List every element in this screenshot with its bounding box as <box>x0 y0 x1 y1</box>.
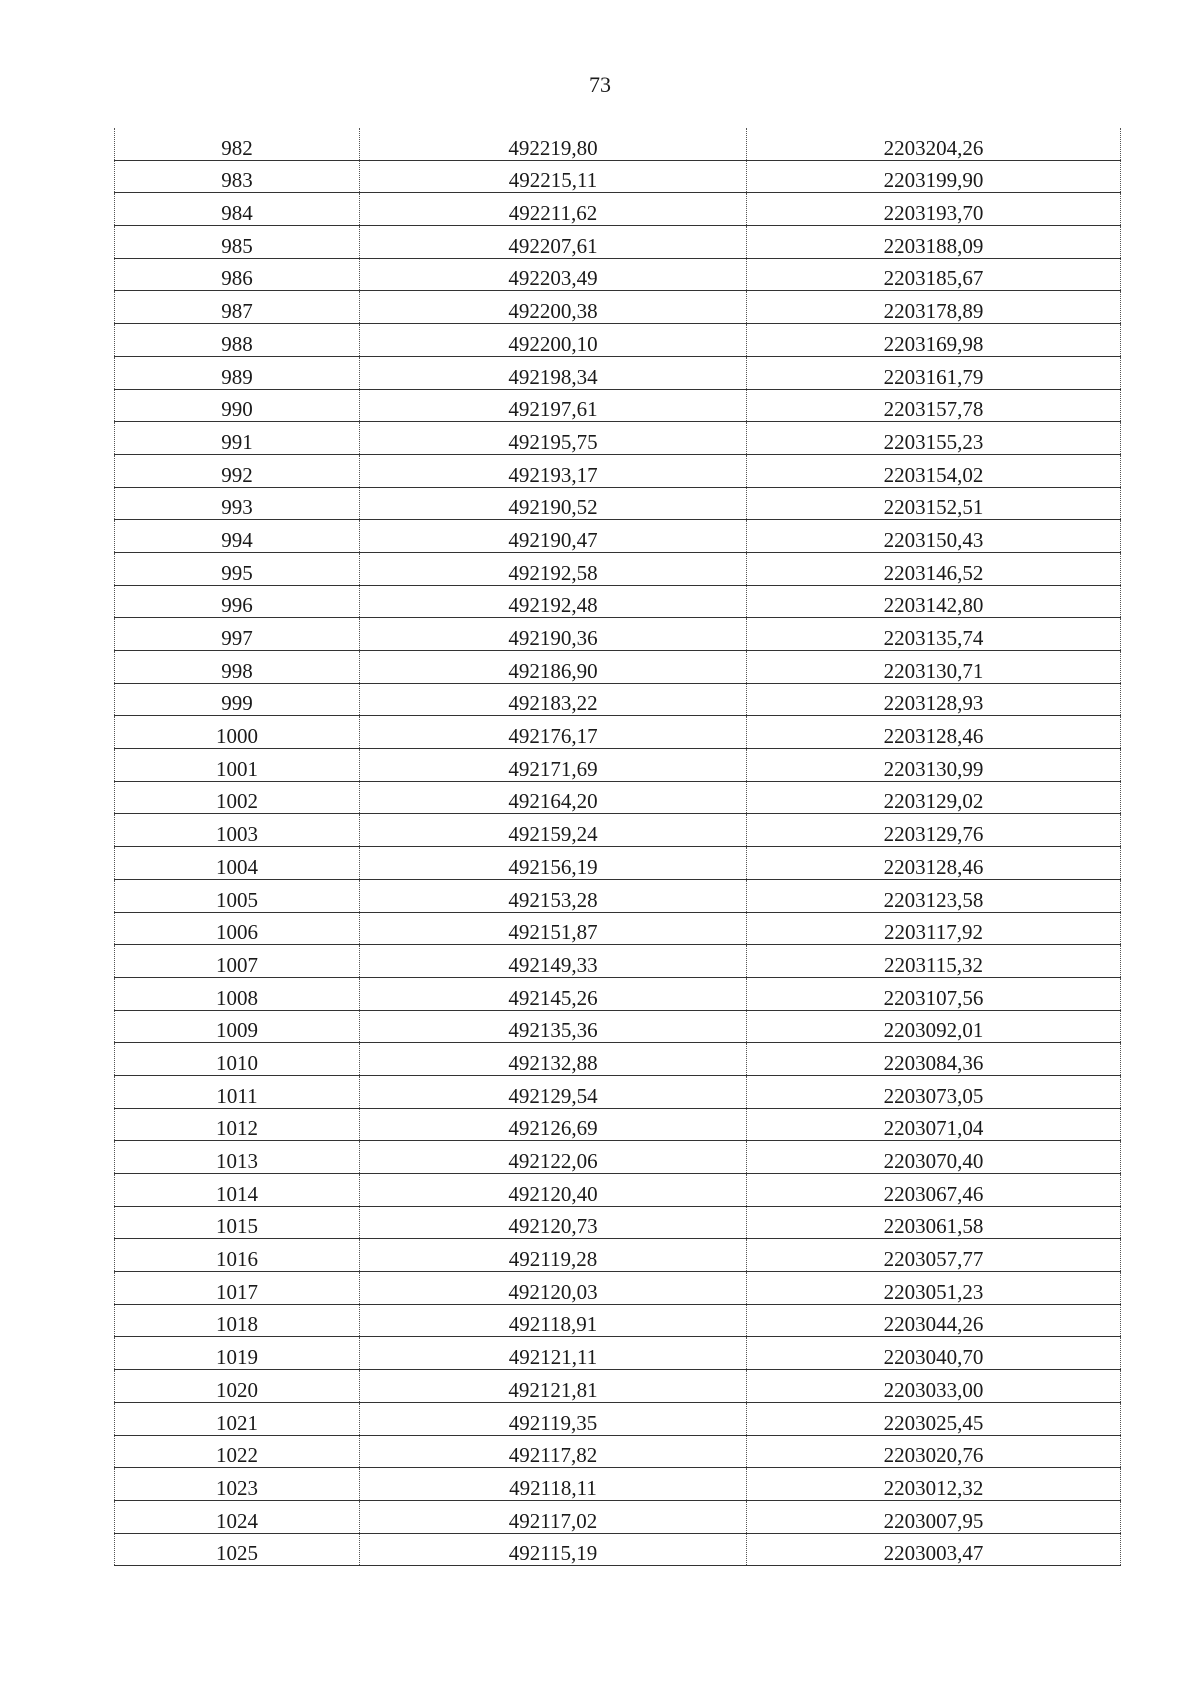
x-coordinate-cell: 492200,10 <box>360 324 747 357</box>
y-coordinate-cell: 2203129,02 <box>747 781 1121 814</box>
x-coordinate-cell: 492207,61 <box>360 226 747 259</box>
point-number-cell: 1019 <box>115 1337 360 1370</box>
point-number-cell: 995 <box>115 552 360 585</box>
x-coordinate-cell: 492190,52 <box>360 487 747 520</box>
y-coordinate-cell: 2203157,78 <box>747 389 1121 422</box>
point-number-cell: 1004 <box>115 847 360 880</box>
point-number-cell: 1003 <box>115 814 360 847</box>
x-coordinate-cell: 492219,80 <box>360 128 747 160</box>
x-coordinate-cell: 492115,19 <box>360 1533 747 1566</box>
x-coordinate-cell: 492121,11 <box>360 1337 747 1370</box>
y-coordinate-cell: 2203107,56 <box>747 977 1121 1010</box>
table-row <box>115 1337 1121 1370</box>
y-coordinate-cell: 2203204,26 <box>747 128 1121 160</box>
table-row <box>115 422 1121 455</box>
y-coordinate-cell: 2203129,76 <box>747 814 1121 847</box>
table-row <box>115 1043 1121 1076</box>
y-coordinate-cell: 2203130,99 <box>747 749 1121 782</box>
table-row <box>115 1435 1121 1468</box>
y-coordinate-cell: 2203154,02 <box>747 454 1121 487</box>
table-row <box>115 847 1121 880</box>
x-coordinate-cell: 492121,81 <box>360 1370 747 1403</box>
x-coordinate-cell: 492119,28 <box>360 1239 747 1272</box>
x-coordinate-cell: 492193,17 <box>360 454 747 487</box>
y-coordinate-cell: 2203067,46 <box>747 1174 1121 1207</box>
table-row <box>115 1174 1121 1207</box>
point-number-cell: 989 <box>115 356 360 389</box>
point-number-cell: 1018 <box>115 1304 360 1337</box>
point-number-cell: 1011 <box>115 1075 360 1108</box>
x-coordinate-cell: 492198,34 <box>360 356 747 389</box>
point-number-cell: 983 <box>115 160 360 193</box>
point-number-cell: 997 <box>115 618 360 651</box>
table-row <box>115 977 1121 1010</box>
table-row <box>115 879 1121 912</box>
point-number-cell: 982 <box>115 128 360 160</box>
x-coordinate-cell: 492122,06 <box>360 1141 747 1174</box>
y-coordinate-cell: 2203003,47 <box>747 1533 1121 1566</box>
table-row <box>115 1075 1121 1108</box>
x-coordinate-cell: 492145,26 <box>360 977 747 1010</box>
y-coordinate-cell: 2203128,46 <box>747 716 1121 749</box>
table-row <box>115 454 1121 487</box>
table-row <box>115 1533 1121 1566</box>
table-row <box>115 520 1121 553</box>
x-coordinate-cell: 492190,47 <box>360 520 747 553</box>
table-row <box>115 193 1121 226</box>
table-row <box>115 618 1121 651</box>
x-coordinate-cell: 492186,90 <box>360 651 747 684</box>
point-number-cell: 1012 <box>115 1108 360 1141</box>
table-row <box>115 716 1121 749</box>
table-row <box>115 585 1121 618</box>
x-coordinate-cell: 492192,58 <box>360 552 747 585</box>
y-coordinate-cell: 2203128,93 <box>747 683 1121 716</box>
point-number-cell: 984 <box>115 193 360 226</box>
table-row <box>115 1304 1121 1337</box>
point-number-cell: 993 <box>115 487 360 520</box>
y-coordinate-cell: 2203020,76 <box>747 1435 1121 1468</box>
x-coordinate-cell: 492119,35 <box>360 1402 747 1435</box>
y-coordinate-cell: 2203084,36 <box>747 1043 1121 1076</box>
table-row <box>115 1010 1121 1043</box>
y-coordinate-cell: 2203061,58 <box>747 1206 1121 1239</box>
coordinates-table <box>114 128 1121 1566</box>
y-coordinate-cell: 2203130,71 <box>747 651 1121 684</box>
x-coordinate-cell: 492149,33 <box>360 945 747 978</box>
point-number-cell: 1014 <box>115 1174 360 1207</box>
x-coordinate-cell: 492203,49 <box>360 258 747 291</box>
x-coordinate-cell: 492176,17 <box>360 716 747 749</box>
x-coordinate-cell: 492151,87 <box>360 912 747 945</box>
x-coordinate-cell: 492129,54 <box>360 1075 747 1108</box>
table-row <box>115 1468 1121 1501</box>
table-row <box>115 1402 1121 1435</box>
x-coordinate-cell: 492164,20 <box>360 781 747 814</box>
x-coordinate-cell: 492135,36 <box>360 1010 747 1043</box>
y-coordinate-cell: 2203169,98 <box>747 324 1121 357</box>
y-coordinate-cell: 2203033,00 <box>747 1370 1121 1403</box>
table-row <box>115 781 1121 814</box>
table-row <box>115 552 1121 585</box>
point-number-cell: 1020 <box>115 1370 360 1403</box>
table-row <box>115 258 1121 291</box>
y-coordinate-cell: 2203193,70 <box>747 193 1121 226</box>
x-coordinate-cell: 492197,61 <box>360 389 747 422</box>
table-row <box>115 1108 1121 1141</box>
y-coordinate-cell: 2203044,26 <box>747 1304 1121 1337</box>
table-row <box>115 356 1121 389</box>
point-number-cell: 987 <box>115 291 360 324</box>
x-coordinate-cell: 492117,82 <box>360 1435 747 1468</box>
table-row <box>115 226 1121 259</box>
y-coordinate-cell: 2203185,67 <box>747 258 1121 291</box>
table-row <box>115 1141 1121 1174</box>
y-coordinate-cell: 2203007,95 <box>747 1500 1121 1533</box>
x-coordinate-cell: 492120,73 <box>360 1206 747 1239</box>
table-row <box>115 683 1121 716</box>
x-coordinate-cell: 492183,22 <box>360 683 747 716</box>
point-number-cell: 1007 <box>115 945 360 978</box>
table-row <box>115 487 1121 520</box>
y-coordinate-cell: 2203199,90 <box>747 160 1121 193</box>
y-coordinate-cell: 2203150,43 <box>747 520 1121 553</box>
table-row <box>115 1500 1121 1533</box>
table-row <box>115 651 1121 684</box>
y-coordinate-cell: 2203115,32 <box>747 945 1121 978</box>
x-coordinate-cell: 492215,11 <box>360 160 747 193</box>
table-row <box>115 1239 1121 1272</box>
table-row <box>115 749 1121 782</box>
y-coordinate-cell: 2203178,89 <box>747 291 1121 324</box>
y-coordinate-cell: 2203070,40 <box>747 1141 1121 1174</box>
table-row <box>115 1272 1121 1305</box>
x-coordinate-cell: 492153,28 <box>360 879 747 912</box>
x-coordinate-cell: 492126,69 <box>360 1108 747 1141</box>
coordinates-table-body <box>115 128 1121 1566</box>
y-coordinate-cell: 2203051,23 <box>747 1272 1121 1305</box>
point-number-cell: 985 <box>115 226 360 259</box>
point-number-cell: 1002 <box>115 781 360 814</box>
table-row <box>115 912 1121 945</box>
y-coordinate-cell: 2203073,05 <box>747 1075 1121 1108</box>
point-number-cell: 998 <box>115 651 360 684</box>
point-number-cell: 990 <box>115 389 360 422</box>
x-coordinate-cell: 492211,62 <box>360 193 747 226</box>
table-row <box>115 814 1121 847</box>
x-coordinate-cell: 492156,19 <box>360 847 747 880</box>
table-row <box>115 160 1121 193</box>
x-coordinate-cell: 492171,69 <box>360 749 747 782</box>
point-number-cell: 1025 <box>115 1533 360 1566</box>
table-row <box>115 324 1121 357</box>
point-number-cell: 1000 <box>115 716 360 749</box>
point-number-cell: 986 <box>115 258 360 291</box>
point-number-cell: 1009 <box>115 1010 360 1043</box>
y-coordinate-cell: 2203071,04 <box>747 1108 1121 1141</box>
page-number: 73 <box>589 72 611 97</box>
point-number-cell: 991 <box>115 422 360 455</box>
point-number-cell: 1006 <box>115 912 360 945</box>
y-coordinate-cell: 2203025,45 <box>747 1402 1121 1435</box>
point-number-cell: 1016 <box>115 1239 360 1272</box>
point-number-cell: 1001 <box>115 749 360 782</box>
x-coordinate-cell: 492132,88 <box>360 1043 747 1076</box>
point-number-cell: 1021 <box>115 1402 360 1435</box>
y-coordinate-cell: 2203142,80 <box>747 585 1121 618</box>
point-number-cell: 992 <box>115 454 360 487</box>
table-row <box>115 389 1121 422</box>
point-number-cell: 1022 <box>115 1435 360 1468</box>
point-number-cell: 994 <box>115 520 360 553</box>
table-row <box>115 1206 1121 1239</box>
point-number-cell: 996 <box>115 585 360 618</box>
point-number-cell: 1010 <box>115 1043 360 1076</box>
x-coordinate-cell: 492190,36 <box>360 618 747 651</box>
x-coordinate-cell: 492117,02 <box>360 1500 747 1533</box>
table-row <box>115 291 1121 324</box>
x-coordinate-cell: 492200,38 <box>360 291 747 324</box>
point-number-cell: 988 <box>115 324 360 357</box>
y-coordinate-cell: 2203155,23 <box>747 422 1121 455</box>
x-coordinate-cell: 492120,40 <box>360 1174 747 1207</box>
x-coordinate-cell: 492159,24 <box>360 814 747 847</box>
point-number-cell: 1015 <box>115 1206 360 1239</box>
y-coordinate-cell: 2203146,52 <box>747 552 1121 585</box>
table-row <box>115 945 1121 978</box>
point-number-cell: 1017 <box>115 1272 360 1305</box>
x-coordinate-cell: 492192,48 <box>360 585 747 618</box>
y-coordinate-cell: 2203012,32 <box>747 1468 1121 1501</box>
point-number-cell: 1013 <box>115 1141 360 1174</box>
x-coordinate-cell: 492118,91 <box>360 1304 747 1337</box>
y-coordinate-cell: 2203128,46 <box>747 847 1121 880</box>
y-coordinate-cell: 2203161,79 <box>747 356 1121 389</box>
point-number-cell: 1023 <box>115 1468 360 1501</box>
table-row <box>115 128 1121 160</box>
point-number-cell: 1024 <box>115 1500 360 1533</box>
x-coordinate-cell: 492120,03 <box>360 1272 747 1305</box>
table-row <box>115 1370 1121 1403</box>
y-coordinate-cell: 2203057,77 <box>747 1239 1121 1272</box>
y-coordinate-cell: 2203188,09 <box>747 226 1121 259</box>
x-coordinate-cell: 492195,75 <box>360 422 747 455</box>
y-coordinate-cell: 2203117,92 <box>747 912 1121 945</box>
y-coordinate-cell: 2203152,51 <box>747 487 1121 520</box>
point-number-cell: 1008 <box>115 977 360 1010</box>
point-number-cell: 999 <box>115 683 360 716</box>
y-coordinate-cell: 2203135,74 <box>747 618 1121 651</box>
y-coordinate-cell: 2203123,58 <box>747 879 1121 912</box>
y-coordinate-cell: 2203040,70 <box>747 1337 1121 1370</box>
x-coordinate-cell: 492118,11 <box>360 1468 747 1501</box>
point-number-cell: 1005 <box>115 879 360 912</box>
y-coordinate-cell: 2203092,01 <box>747 1010 1121 1043</box>
